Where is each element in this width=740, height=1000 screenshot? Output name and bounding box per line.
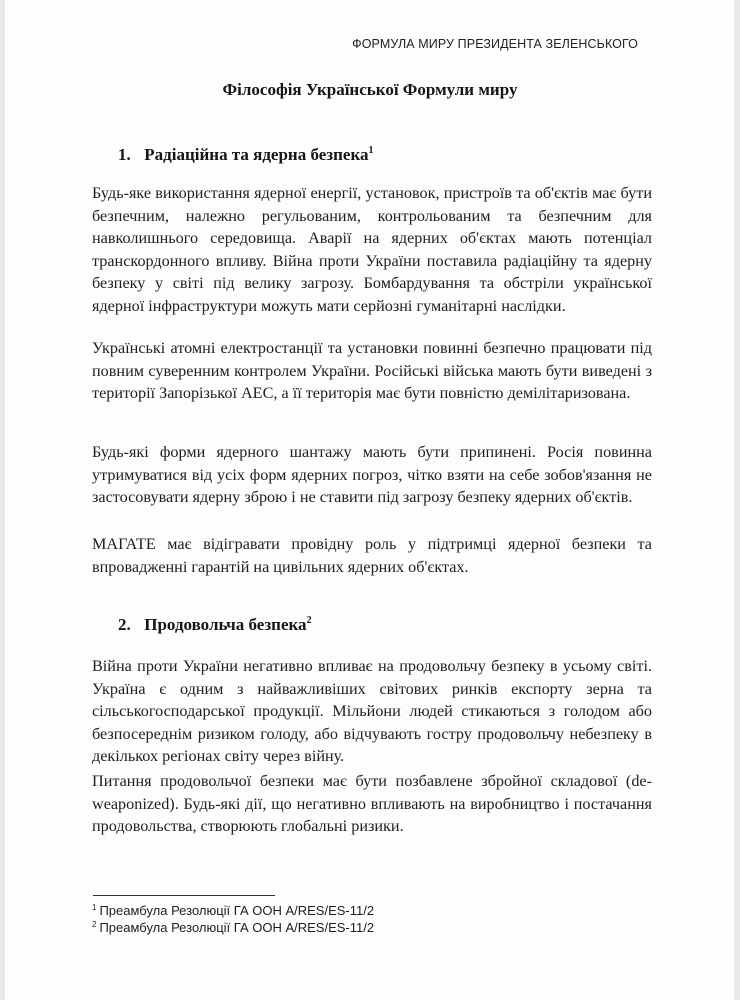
footnote-text: Преамбула Резолюції ГА ООН A/RES/ES-11/2 (99, 920, 375, 935)
footnote-mark: 2 (92, 920, 97, 929)
footnote-ref[interactable]: 1 (368, 145, 374, 156)
running-header: ФОРМУЛА МИРУ ПРЕЗИДЕНТА ЗЕЛЕНСЬКОГО (352, 37, 638, 51)
section-title: Радіаційна та ядерна безпека (144, 145, 369, 164)
paragraph: Українські атомні електростанції та установки повинні безпечно працювати під повним суверенним контролем України. Російські війська мають бути виведені з території Запорізької АЕС, а її територія має бути повністю демілітаризована. (92, 339, 652, 403)
section-2-heading (118, 615, 312, 635)
section-1-heading (118, 145, 374, 165)
section-number: 1. (118, 145, 131, 164)
document-title: Філософія Української Формули миру (222, 80, 518, 99)
section-title: Продовольча безпека (144, 615, 307, 634)
footnote-1 (92, 903, 374, 918)
paragraph: МАГАТЕ має відігравати провідну роль у підтримці ядерної безпеки та впровадженні гарантій на цивільних ядерних об'єктах. (92, 535, 652, 576)
footnote-ref[interactable]: 2 (306, 615, 312, 626)
paragraph: Війна проти України негативно впливає на продовольчу безпеку в усьому світі. Україна є одним з найважливіших світових ринків експорту зерна та сільськогосподарської продукції. Мільйони людей стикаються з голодом або безпосереднім ризиком голоду, або відчувають гостру продовольчу небезпеку в декількох регіонах світу через війну. (92, 657, 652, 766)
footnote-mark: 1 (92, 903, 97, 912)
document-page (5, 0, 734, 1000)
paragraph: Питання продовольчої безпеки має бути позбавлене збройної складової (de-weaponized). Будь-які дії, що негативно впливають на виробництво і постачання продовольства, створюють глобальні ризики. (92, 772, 652, 836)
section-number: 2. (118, 615, 131, 634)
footnote-separator (93, 895, 275, 896)
footnote-text: Преамбула Резолюції ГА ООН A/RES/ES-11/2 (99, 903, 375, 918)
paragraph: Будь-яке використання ядерної енергії, установок, пристроїв та об'єктів має бути безпечним, належно регульованим, контрольованим та безпечним для навколишнього середовища. Аварії на ядерних об'єктах мають потенціал транскордонного впливу. Війна проти України поставила радіаційну та ядерну безпеку у світі під велику загрозу. Бомбардування та обстріли української ядерної інфраструктури можуть мати серйозні гуманітарні наслідки. (92, 184, 652, 315)
paragraph: Будь-які форми ядерного шантажу мають бути припинені. Росія повинна утримуватися від усіх форм ядерних погроз, чітко взяти на себе зобов'язання не застосовувати ядерну зброю і не ставити під загрозу безпеку ядерних об'єктів. (92, 443, 652, 507)
footnote-2 (92, 920, 374, 935)
